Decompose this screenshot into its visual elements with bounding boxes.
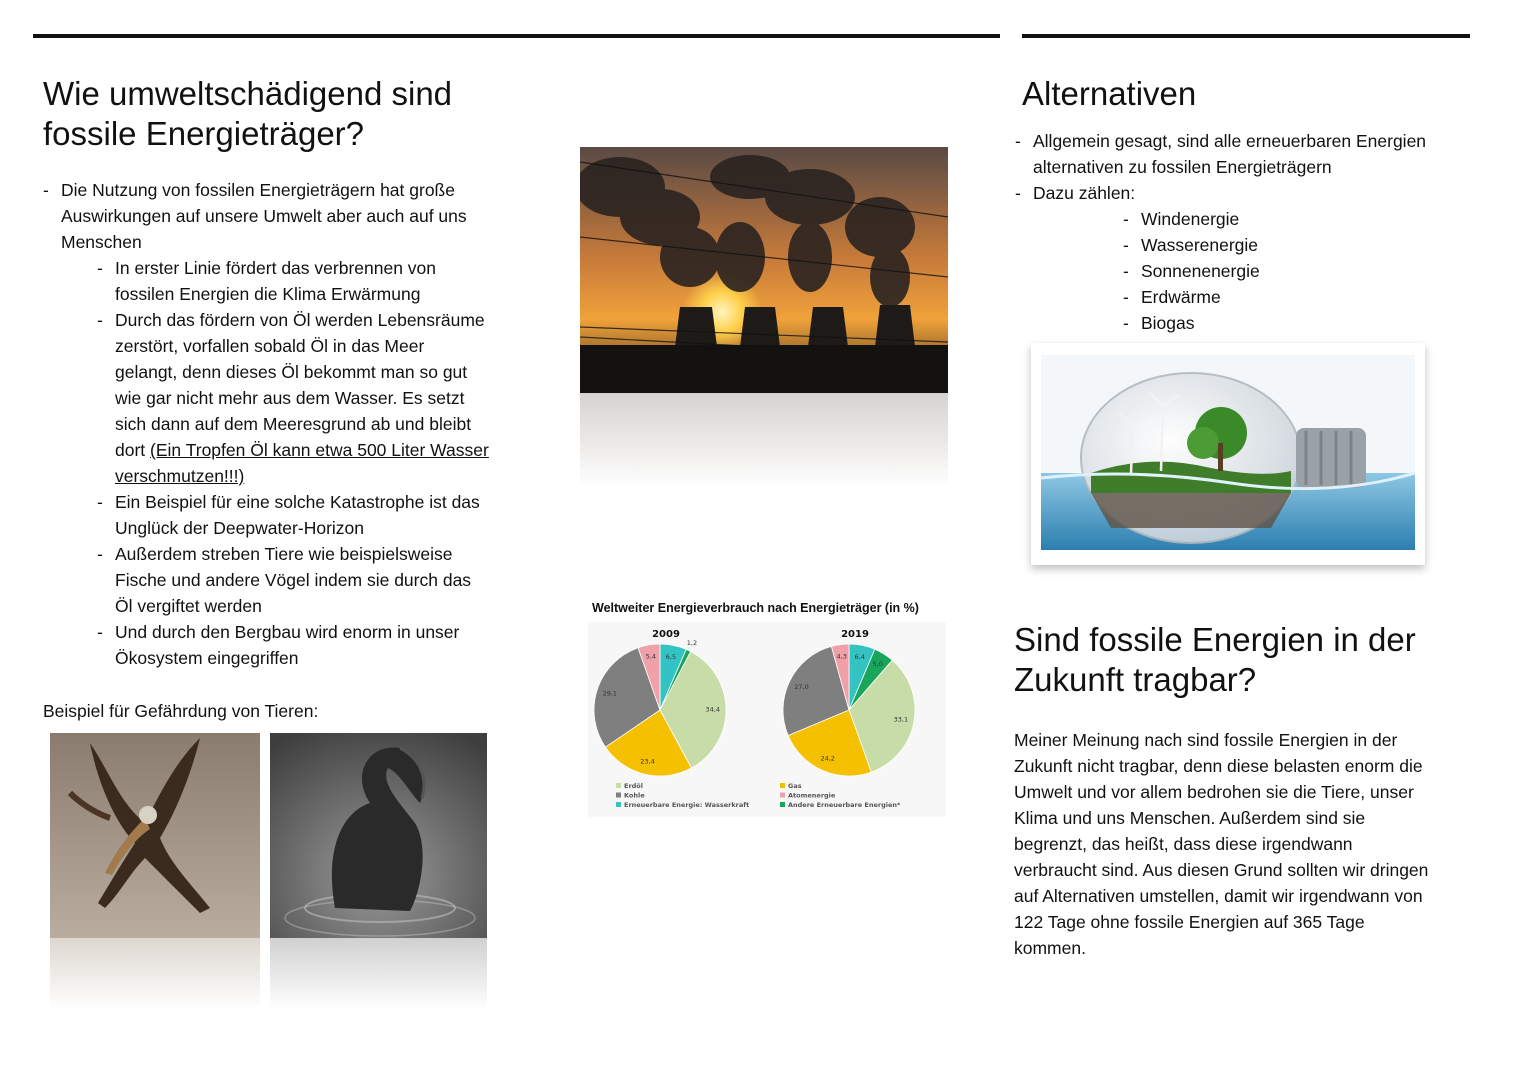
sub-bullet-animals: - Außerdem streben Tiere wie beispielsweise Fische und andere Vögel indem sie durch das Öl vergiftet werden — [97, 541, 491, 619]
pie-slice-label: 4,3 — [836, 652, 847, 661]
legend-label: Atomenergie — [788, 791, 836, 800]
oil-drop-note: (Ein Tropfen Öl kann etwa 500 Liter Wasser verschmutzen!!!) — [115, 440, 489, 486]
energy-pie-charts — [588, 622, 946, 817]
pie-slice-label: 29,1 — [602, 689, 618, 698]
legend-label: Kohle — [624, 791, 645, 800]
future-title-line1: Sind fossile Energien in der — [1014, 621, 1416, 658]
lightbulb-photo — [1031, 343, 1425, 565]
legend-swatch — [616, 783, 621, 788]
legend-swatch — [780, 793, 785, 798]
legend-swatch — [780, 783, 785, 788]
chart-title: Weltweiter Energieverbrauch nach Energieträger (in %) — [592, 601, 919, 615]
pie-slice-label: 24,2 — [820, 754, 835, 763]
pie-year-label: 2009 — [652, 629, 680, 640]
alt-item: - Windenergie — [1123, 206, 1435, 232]
legend-swatch — [616, 793, 621, 798]
example-label: Beispiel für Gefährdung von Tieren: — [43, 701, 319, 721]
top-rule-right — [1022, 34, 1470, 38]
alternatives-title: Alternativen — [1022, 75, 1197, 112]
pie-slice-label: 6,5 — [665, 653, 677, 662]
alt-item: - Wasserenergie — [1123, 232, 1435, 258]
legend-label: Erdöl — [624, 782, 643, 790]
alt-item: - Biogas — [1123, 310, 1435, 336]
pie-year-label: 2019 — [841, 629, 869, 640]
left-title — [43, 74, 513, 154]
power-plant-photo-reflection — [580, 393, 948, 488]
pie-slice-label: 1,2 — [686, 639, 698, 648]
alt-item: - Sonnenenergie — [1123, 258, 1435, 284]
future-paragraph: Meiner Meinung nach sind fossile Energien in der Zukunft nicht tragbar, denn diese belasten enorm die Umwelt und vor allem bedrohen sie die Tiere, unser Klima und uns Menschen. Außerdem sind sie begrenzt, das heißt, dass diese irgendwann verbraucht sind. Aus diesen Grund sollten wir dringen auf Alternativen umstellen, damit wir irgendwann von 122 Tage ohne fossile Energien auf 365 Tage kommen. — [1014, 730, 1429, 958]
legend-swatch — [780, 802, 785, 807]
left-title-line2: fossile Energieträger? — [43, 115, 365, 152]
legend-label: Erneuerbare Energie: Wasserkraft — [624, 801, 750, 809]
oiled-pelican-photo — [50, 733, 260, 938]
sub-bullet-climate: - In erster Linie fördert das verbrennen von fossilen Energien die Klima Erwärmung — [97, 255, 491, 307]
alt-bullet-includes: - Dazu zählen: - Windenergie - Wasserenergie - Sonnenenergie - Erdwärme - Biogas — [1015, 180, 1435, 336]
sub-bullet-deepwater: - Ein Beispiel für eine solche Katastrophe ist das Unglück der Deepwater-Horizon — [97, 489, 491, 541]
legend-label: Andere Erneuerbare Energien* — [788, 801, 901, 809]
legend-label: Gas — [788, 782, 802, 790]
pie-slice-label: 23,4 — [640, 757, 655, 766]
alternatives-body — [1015, 128, 1435, 336]
legend-swatch — [616, 802, 621, 807]
power-plant-photo — [580, 147, 948, 393]
sub-bullet-oil: - Durch das fördern von Öl werden Lebensräume zerstört, vorfallen sobald Öl in das Meer gelangt, denn dieses Öl bekommt man so gut wie gar nicht mehr aus dem Wasser. Es setzt sich dann auf dem Meeresgrund ab und bleibt dort (Ein Tropfen Öl kann etwa 500 Liter Wasser verschmutzen!!!) — [97, 307, 491, 489]
pie-slice-label: 33,1 — [893, 715, 909, 724]
alt-item: - Erdwärme — [1123, 284, 1435, 310]
future-title — [1014, 620, 1454, 700]
pie-slice-label: 5,0 — [872, 660, 883, 669]
pelican-photo-reflection — [50, 938, 260, 1010]
sub-bullet-mining: - Und durch den Bergbau wird enorm in unser Ökosystem eingegriffen — [97, 619, 491, 671]
pie-slice-label: 5,4 — [645, 652, 657, 661]
oiled-bird-photo-reflection — [270, 938, 487, 1010]
future-title-line2: Zukunft tragbar? — [1014, 661, 1257, 698]
oiled-bird-photo — [270, 733, 487, 938]
pie-slice-label: 27,0 — [794, 682, 809, 691]
left-body — [43, 177, 491, 671]
left-title-line1: Wie umweltschädigend sind — [43, 75, 453, 112]
alt-bullet-general: - Allgemein gesagt, sind alle erneuerbaren Energien alternativen zu fossilen Energieträgern — [1015, 128, 1435, 180]
pie-slice-label: 6,4 — [854, 652, 865, 661]
bullet-usage: - Die Nutzung von fossilen Energieträgern hat große Auswirkungen auf unsere Umwelt aber auch auf uns Menschen - In erster Linie fördert das verbrennen von fossilen Energien die Klima Erwärmung - Durch das fördern von Öl werden Lebensräume zerstört, vorfallen sobald Öl in das Meer gelangt, denn dieses Öl bekommt man so gut wie gar nicht mehr aus dem Wasser. Es setzt sich dann auf dem Meeresgrund ab und bleibt dort (Ein Tropfen Öl kann etwa 500 Liter Wasser verschmutzen!!!) - Ein Beispiel für eine solche Katastrophe ist das Unglück der Deepwater-Horizon - Außerdem streben Tiere wie beispielsweise Fische und andere Vögel indem sie durch das Öl vergiftet werden - Und durch den Bergbau wird enorm in unser Ökosystem eingegriffen — [43, 177, 491, 671]
top-rule-left — [33, 34, 1000, 38]
pie-slice-label: 34,4 — [705, 705, 721, 714]
